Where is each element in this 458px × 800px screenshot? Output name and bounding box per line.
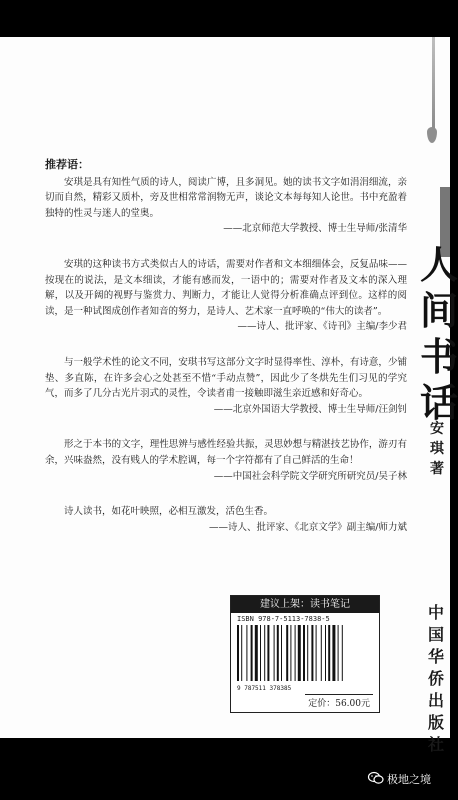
quote-text: 诗人读书，如花叶映照，必相互激发，活色生香。 bbox=[64, 506, 274, 518]
quote-source: ——北京外国语大学教授、博士生导师/汪剑钊 bbox=[213, 403, 407, 415]
spine-title: 人间书话 bbox=[420, 242, 458, 425]
quote-block bbox=[45, 257, 407, 335]
quote-text: 安琪是具有知性气质的诗人，阅读广博，且多洞见。她的读书文字如涓涓细流，亲切而自然，精彩又质朴，旁及世相常常润物无声，谈论文本每每知人论世。书中充盈着独特的性灵与迷人的堂奥。 bbox=[45, 176, 407, 219]
quote-source: ——诗人、批评家、《诗刊》主编/李少君 bbox=[237, 321, 407, 333]
barcode-box bbox=[230, 595, 380, 713]
barcode-number: 9 787511 378385 bbox=[237, 685, 292, 692]
isbn-text: ISBN 978-7-5113-7838-5 bbox=[237, 615, 330, 623]
quote-text: 形之于本书的文字，理性思辨与感性经验共振，灵思妙想与精湛技艺协作，游刃有余，兴味盎然，没有贱人的学术腔调，每一个字符都有了自己鲜活的生命！ bbox=[45, 439, 407, 466]
barcode-image bbox=[237, 625, 373, 681]
quote-source: ——中国社会科学院文学研究所研究员/吴子林 bbox=[213, 470, 407, 482]
quote-block bbox=[45, 355, 407, 417]
quote-text: 与一般学术性的论文不同，安琪书写这部分文字时显得率性、淳朴，有诗意，少铺垫、多直陈，在许多会心之处甚至不惜“手动点赞”，因此少了冬烘先生们习见的学究气，而多了几分古光片羽式的灵性，令读者甫一接触即滋生亲近感和好奇心。 bbox=[45, 356, 407, 400]
watermark bbox=[368, 770, 431, 788]
spine-line-decoration bbox=[432, 37, 435, 132]
wechat-icon bbox=[368, 771, 384, 788]
shelf-category: 建议上架：读书笔记 bbox=[231, 596, 379, 613]
quote-text: 安琪的这种读书方式类似古人的诗话，需要对作者和文本细细体会，反复品味——按现在的说法，是文本细读，才能有感而发，一语中的；需要对作者及文本的深入理解，以及开阔的视野与鉴赏力、判断力，才能让人觉得分析准确点评到位。这样的阅读，是一种试图成创作者知音的努力，是诗人、艺术家一直呼唤的“伟大的读者”。 bbox=[45, 258, 407, 317]
recommendation-heading: 推荐语： bbox=[45, 158, 89, 171]
quote-source: ——诗人、批评家、《北京文学》副主编/师力斌 bbox=[209, 521, 407, 533]
quote-block bbox=[45, 175, 407, 237]
price-label: 定价：56.00元 bbox=[305, 694, 373, 709]
quote-source: ——北京师范大学教授、博士生导师/张清华 bbox=[223, 223, 407, 235]
quote-block bbox=[45, 504, 407, 535]
spine-drop-decoration bbox=[427, 127, 437, 143]
quote-block bbox=[45, 437, 407, 484]
book-back-cover bbox=[0, 37, 458, 754]
spine-author: 安琪 著 bbox=[430, 421, 444, 477]
recommendation-section bbox=[45, 157, 407, 555]
spine-publisher: 中国华侨出版社 bbox=[427, 603, 444, 754]
watermark-label: 极地之境 bbox=[387, 773, 431, 786]
